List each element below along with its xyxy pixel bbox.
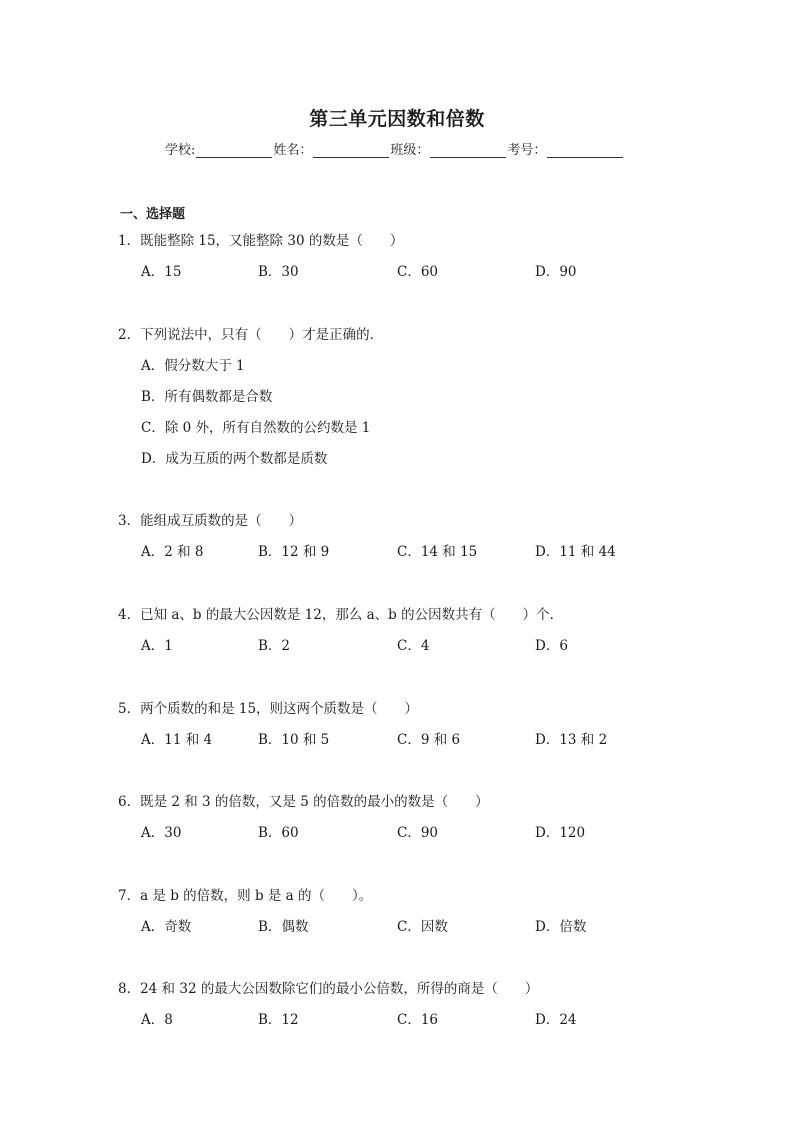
question-stem: 6．既是 2 和 3 的倍数，又是 5 的倍数的最小的数是（ ） [118, 794, 489, 810]
class-label: 班级： [390, 143, 430, 158]
option-d: D．11 和 44 [535, 544, 616, 560]
page-title: 第三单元因数和倍数 [309, 108, 485, 130]
option-b: B．10 和 5 [258, 732, 330, 748]
option-b: B．30 [258, 264, 299, 280]
option-d: D．24 [535, 1012, 577, 1028]
student-info-line [165, 139, 624, 158]
question-stem: 7．a 是 b 的倍数，则 b 是 a 的（ ）。 [118, 888, 373, 904]
option-a: A．1 [141, 638, 173, 654]
option-d: D．13 和 2 [535, 732, 608, 748]
name-label: 姓名： [273, 143, 313, 158]
option-b: B．12 和 9 [258, 544, 330, 560]
option-a: A．30 [141, 825, 182, 841]
question-stem: 5．两个质数的和是 15，则这两个质数是（ ） [118, 701, 419, 717]
option-a: A．8 [141, 1012, 173, 1028]
option-c: C．除 0 外，所有自然数的公约数是 1 [141, 420, 371, 436]
option-b: B．所有偶数都是合数 [141, 389, 273, 405]
option-c: C．因数 [397, 919, 448, 935]
option-a: A．15 [141, 264, 182, 280]
option-c: C．90 [397, 825, 439, 841]
option-a: A．假分数大于 1 [141, 358, 245, 374]
option-d: D．120 [535, 825, 586, 841]
option-d: D．倍数 [535, 919, 587, 935]
school-label: 学校: [165, 143, 196, 158]
number-label: 考号： [507, 143, 547, 158]
question-stem: 3．能组成互质数的是（ ） [118, 513, 303, 529]
option-d: D．6 [535, 638, 568, 654]
option-c: C．4 [397, 638, 430, 654]
name-blank [313, 143, 389, 158]
option-c: C．16 [397, 1012, 439, 1028]
option-b: B．60 [258, 825, 299, 841]
class-field [390, 139, 507, 158]
question-stem: 4．已知 a、b 的最大公因数是 12，那么 a、b 的公因数共有（ ）个． [118, 607, 564, 623]
option-a: A．奇数 [141, 919, 192, 935]
option-a: A．2 和 8 [141, 544, 204, 560]
option-b: B．12 [258, 1012, 299, 1028]
option-d: D．90 [535, 264, 577, 280]
school-blank [196, 143, 272, 158]
option-b: B．偶数 [258, 919, 309, 935]
name-field [273, 139, 390, 158]
section-heading: 一、选择题 [120, 207, 186, 222]
option-c: C．60 [397, 264, 439, 280]
number-blank [547, 143, 623, 158]
school-field [165, 139, 273, 158]
option-d: D．成为互质的两个数都是质数 [141, 451, 328, 467]
question-stem: 8．24 和 32 的最大公因数除它们的最小公倍数，所得的商是（ ） [118, 981, 539, 997]
option-c: C．14 和 15 [397, 544, 478, 560]
class-blank [430, 143, 506, 158]
option-b: B．2 [258, 638, 291, 654]
question-stem: 1．既能整除 15，又能整除 30 的数是（ ） [118, 233, 404, 249]
question-stem: 2．下列说法中，只有（ ）才是正确的． [118, 327, 384, 343]
number-field [507, 139, 624, 158]
option-a: A．11 和 4 [141, 732, 213, 748]
option-c: C．9 和 6 [397, 732, 461, 748]
